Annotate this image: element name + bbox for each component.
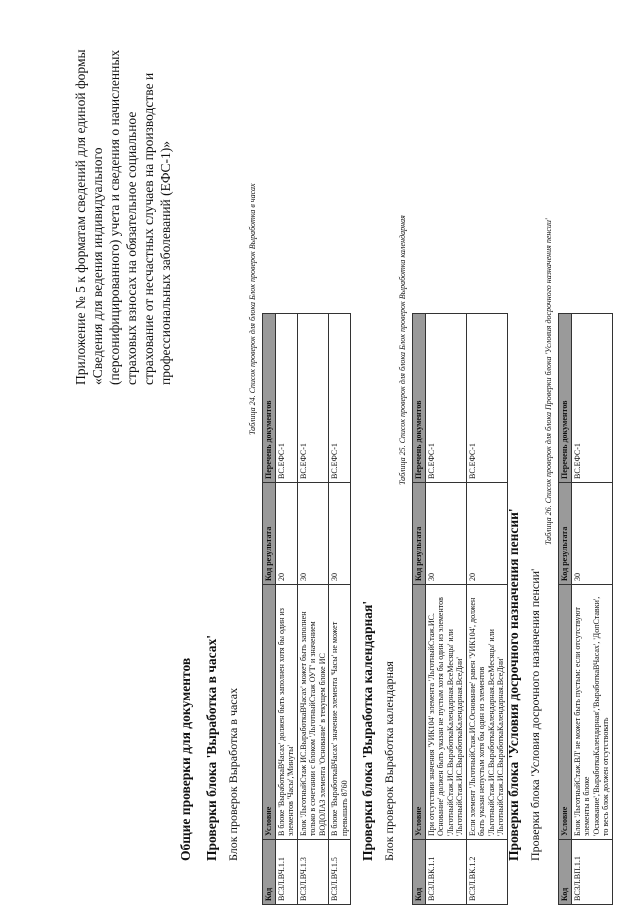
col-header-result: Код результата xyxy=(413,483,426,585)
cell-condition: В блоке 'ВыработкаВЧасах' должен быть заполнен хотя бы один из элементов 'Часы','Минуты' xyxy=(275,585,297,840)
table-row xyxy=(275,314,297,905)
cell-result: 30 xyxy=(297,483,329,585)
cell-docs: ВС.ЕФС-1 xyxy=(425,314,466,483)
table-row xyxy=(571,314,612,905)
section1-subtitle: Блок проверок Выработка в часах xyxy=(226,687,240,861)
col-header-code: Код xyxy=(413,840,426,905)
cell-code: ВСЗЛ.ВК.1.1 xyxy=(425,840,466,905)
cell-docs: ВС.ЕФС-1 xyxy=(297,314,329,483)
table-row xyxy=(297,314,329,905)
cell-code: ВСЗЛ.ВК.1.2 xyxy=(466,840,507,905)
table-header-row xyxy=(413,314,426,905)
cell-result: 30 xyxy=(329,483,351,585)
section1-table xyxy=(262,313,351,905)
cell-code: ВСЗЛ.ВЧ.1.5 xyxy=(329,840,351,905)
col-header-result: Код результата xyxy=(263,483,276,585)
section2-caption: Таблица 25. Список проверок для блока Блок проверок Выработка календарная xyxy=(398,215,407,485)
section3-caption: Таблица 26. Список проверок для блока Проверки блока 'Условия досрочного назначения пенсии' xyxy=(544,218,553,545)
cell-result: 30 xyxy=(425,483,466,585)
col-header-condition: Условие xyxy=(263,585,276,840)
cell-condition: При отсутствии значения 'УИК104' элемента 'ЛьготныйСтаж.ИС. Основание' должен быть указан не пустым хотя бы один из элементов 'ЛьготныйСтаж.ИС.ВыработкаКалендарная.ВсеМесяцы' или 'ЛьготныйСтаж.ИС.ВыработкаКалендарная.ВсеДни' xyxy=(425,585,466,840)
section3-table xyxy=(558,313,613,905)
cell-docs: ВС.ЕФС-1 xyxy=(466,314,507,483)
table-header-row xyxy=(559,314,572,905)
cell-docs: ВС.ЕФС-1 xyxy=(571,314,612,483)
section2-title: Проверки блока 'Выработка календарная' xyxy=(360,600,375,861)
table-row xyxy=(329,314,351,905)
cell-condition: Блок 'ЛьготныйСтаж.ВЛ' не может быть пустым: если отсутствуют элементы в блоке 'Основание','ВыработкаКалендарная','ВыработкаВЧасах', 'ДопСтавки', то весь блок должен отсутствовать xyxy=(571,585,612,840)
cell-condition: Блок 'ЛьготныйСтаж ИС.ВыработкаВЧасах' может быть заполнен только в сочетании с блоком 'ЛьготныйСтаж ОУТ' и значением ВОДОЛАЗ элемента 'Основание' в текущем блоке ИС xyxy=(297,585,329,840)
section3-subtitle: Проверки блока 'Условия досрочного назначения пенсии' xyxy=(528,568,542,861)
col-header-docs: Перечень документов xyxy=(263,314,276,483)
cell-result: 20 xyxy=(466,483,507,585)
general-checks-title: Общие проверки для документов xyxy=(178,657,193,861)
table-row xyxy=(466,314,507,905)
table-header-row xyxy=(263,314,276,905)
col-header-docs: Перечень документов xyxy=(559,314,572,483)
cell-docs: ВС.ЕФС-1 xyxy=(275,314,297,483)
cell-docs: ВС.ЕФС-1 xyxy=(329,314,351,483)
table-row xyxy=(425,314,466,905)
col-header-result: Код результата xyxy=(559,483,572,585)
cell-code: ВСЗЛ.ВЧ.1.3 xyxy=(297,840,329,905)
section2-subtitle: Блок проверок Выработка календарная xyxy=(382,661,396,861)
cell-code: ВСЗЛ.ВЧ.1.1 xyxy=(275,840,297,905)
cell-condition: Если элемент 'ЛьготныйСтаж.ИС.Основание' равен 'УИК104', должен быть указан непустым хотя бы один из элементов 'ЛьготныйСтаж.ИС.ВыработкаКалендарная.ВсеМесяцы' или 'ЛьготныйСтаж.ИС.ВыработкаКалендарная.ВсеДни' xyxy=(466,585,507,840)
cell-result: 20 xyxy=(275,483,297,585)
section3-title: Проверки блока 'Условия досрочного назначения пенсии' xyxy=(506,508,521,861)
section1-caption: Таблица 24. Список проверок для блока Блок проверок Выработка в часах xyxy=(248,183,257,435)
col-header-condition: Условие xyxy=(413,585,426,840)
cell-condition: В блоке 'ВыработкаВЧасах' значение элемента 'Часы' не может превышать 8760 xyxy=(329,585,351,840)
col-header-code: Код xyxy=(559,840,572,905)
col-header-code: Код xyxy=(263,840,276,905)
col-header-docs: Перечень документов xyxy=(413,314,426,483)
section2-table xyxy=(412,313,508,905)
appendix-heading: Приложение № 5 к форматам сведений для единой формы «Сведения для ведения индивидуального (персонифицированного) учета и сведения о начисленных страховых взносах на обязательное социальное страхование от несчастных случаев на производстве и профессиональных заболеваний (ЕФС-1)» xyxy=(73,49,173,385)
cell-result: 30 xyxy=(571,483,612,585)
section1-title: Проверки блока 'Выработка в часах' xyxy=(204,634,219,861)
cell-code: ВСЗЛ.ВП.1.1 xyxy=(571,840,612,905)
col-header-condition: Условие xyxy=(559,585,572,840)
